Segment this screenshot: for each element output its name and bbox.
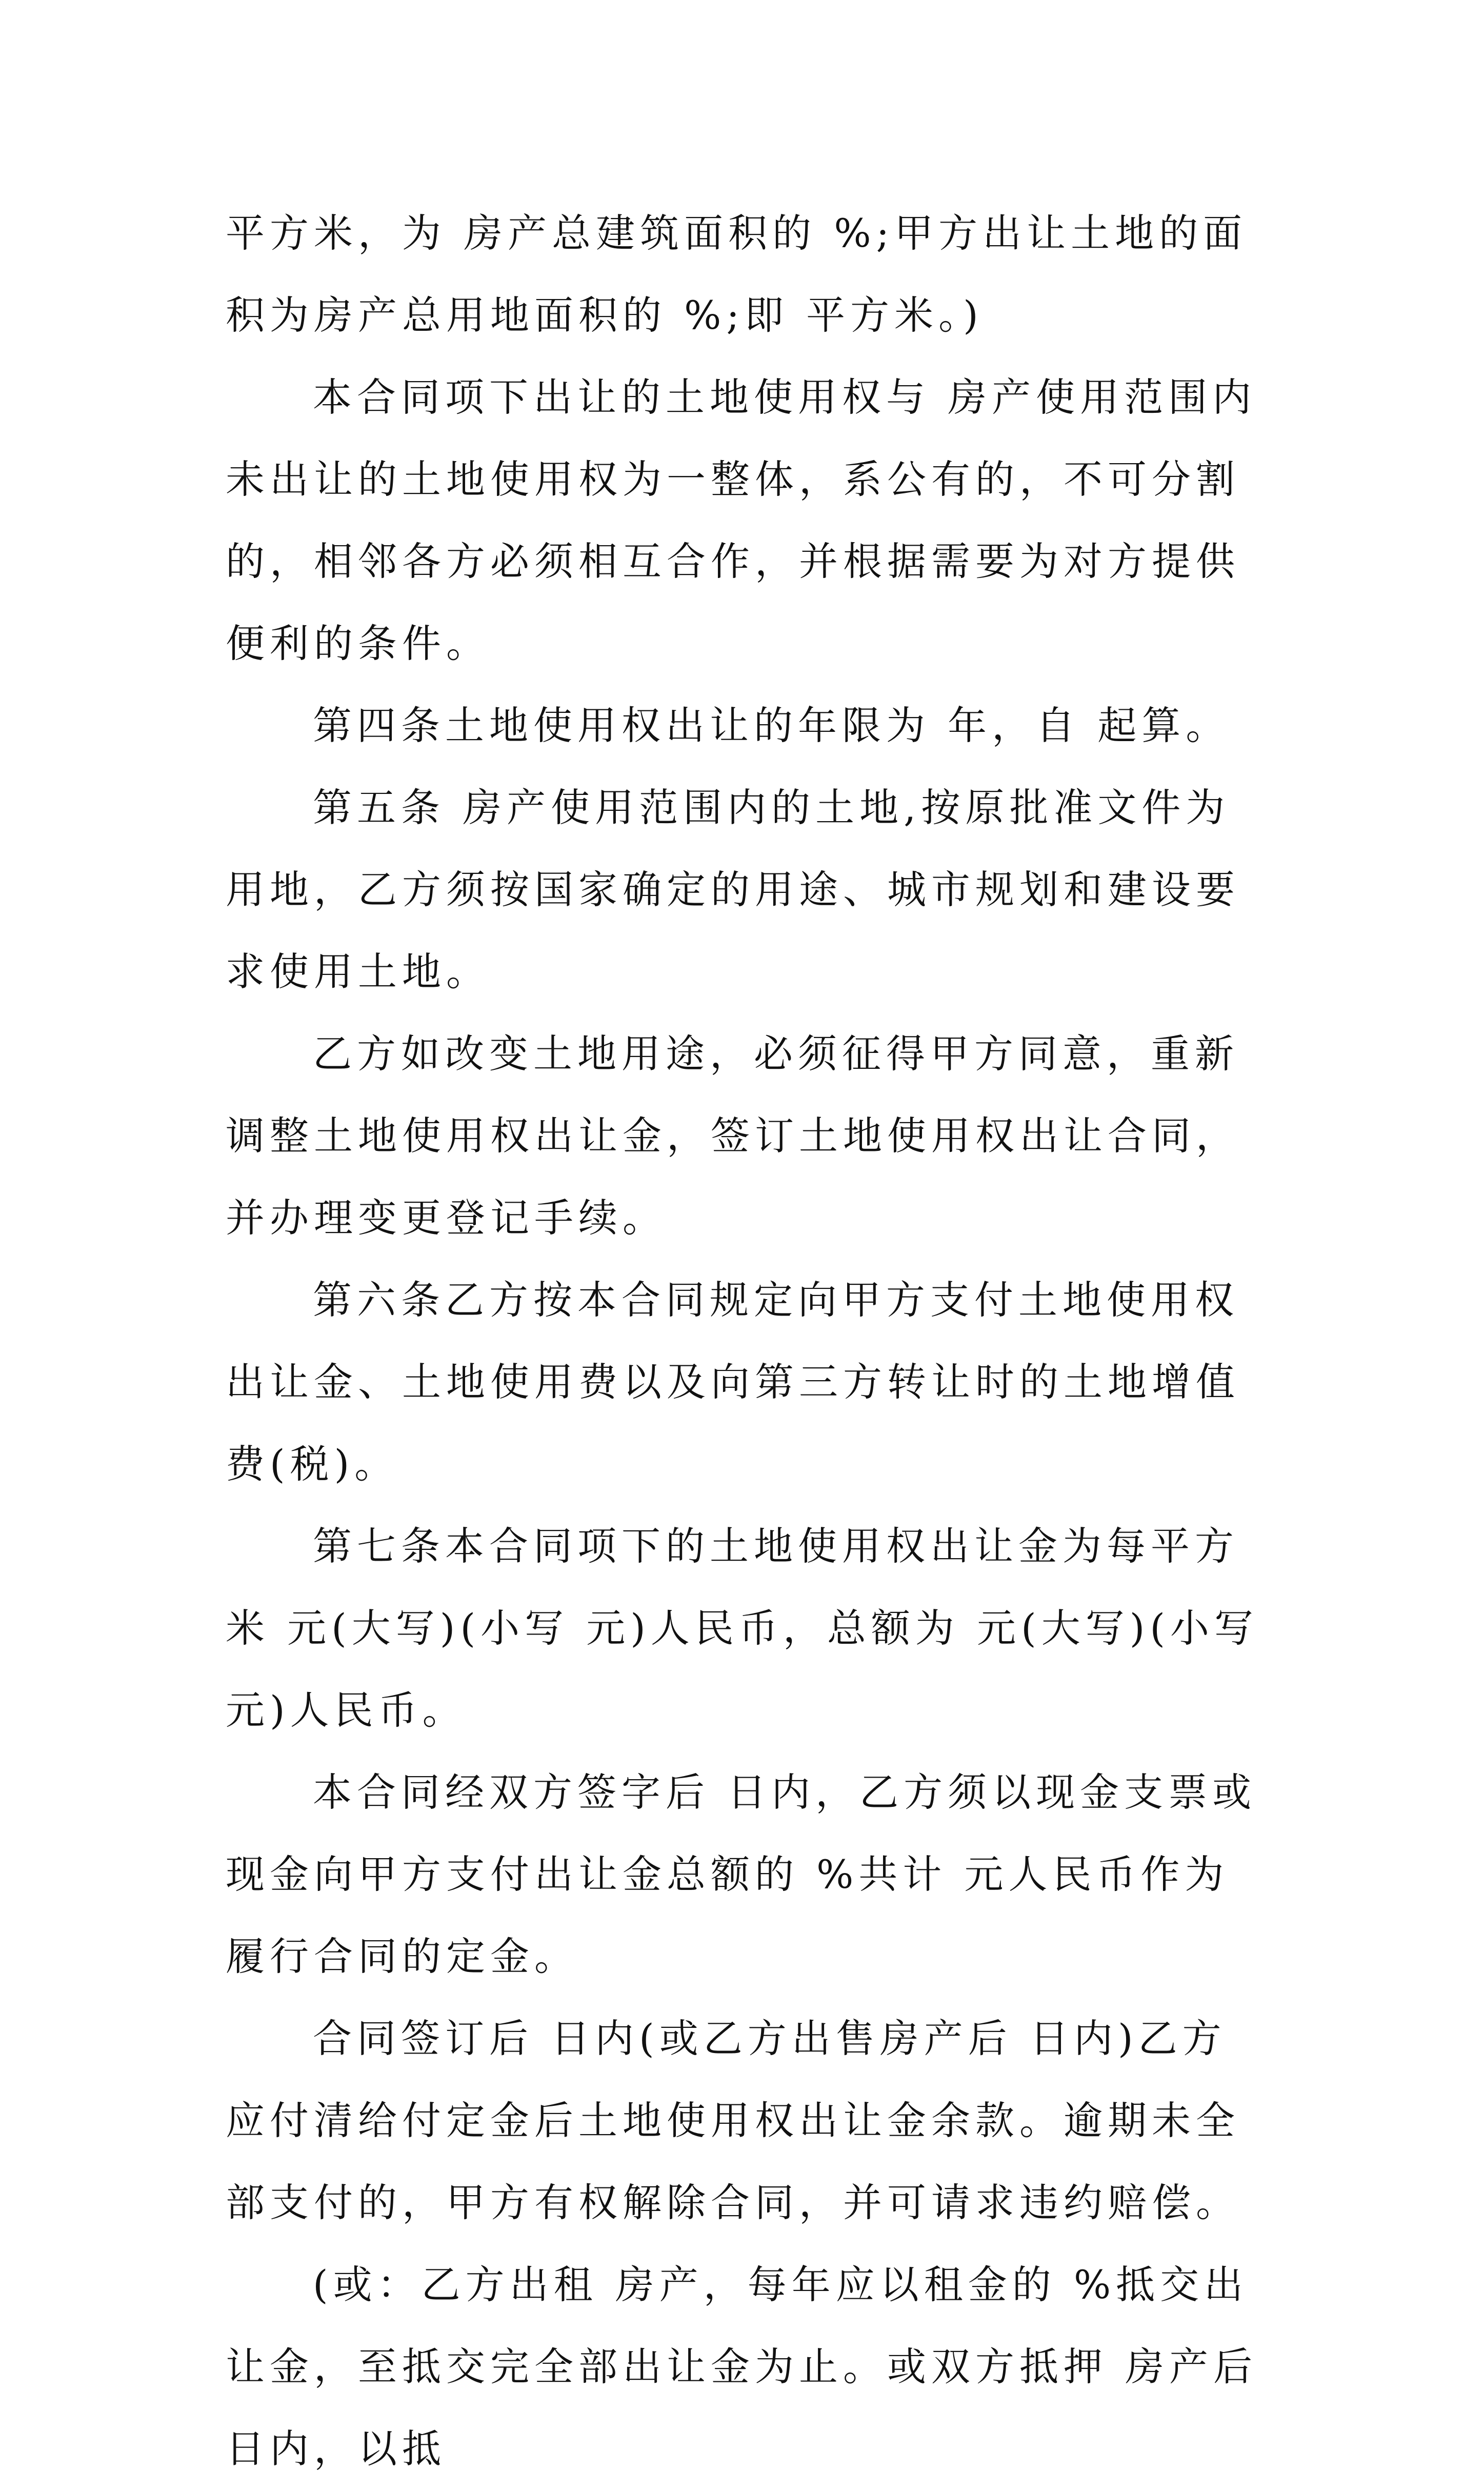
paragraph: (或：乙方出租 房产，每年应以租金的 %抵交出让金，至抵交完全部出让金为止。或双方抵押 房产后 日内，以抵 bbox=[226, 2262, 1275, 2472]
paragraph: 本合同项下出让的土地使用权与 房产使用范围内未出让的土地使用权为一整体，系公有的，不可分割的，相邻各方必须相互合作，并根据需要为对方提供便利的条件。 bbox=[226, 374, 1257, 666]
paragraph: 合同签订后 日内(或乙方出售房产后 日内)乙方应付清给付定金后土地使用权出让金余款。逾期未全部支付的，甲方有权解除合同，并可请求违约赔偿。 bbox=[226, 2016, 1240, 2225]
paragraph: 第六条乙方按本合同规定向甲方支付土地使用权出让金、土地使用费以及向第三方转让时的土地增值费(税)。 bbox=[226, 1277, 1240, 1487]
paragraph: 第五条 房产使用范围内的土地,按原批准文件为 用地，乙方须按国家确定的用途、城市规划和建设要求使用土地。 bbox=[226, 785, 1248, 994]
document-body bbox=[226, 192, 1276, 2490]
paragraph: 平方米，为 房产总建筑面积的 %;甲方出让土地的面积为房产总用地面积的 %;即 平方米。) bbox=[226, 210, 1248, 338]
paragraph: 本合同经双方签字后 日内，乙方须以现金支票或现金向甲方支付出让金总额的 %共计 元人民币作为履行合同的定金。 bbox=[226, 1769, 1257, 1979]
paragraph: 乙方如改变土地用途，必须征得甲方同意，重新调整土地使用权出让金，签订土地使用权出让合同，并办理变更登记手续。 bbox=[226, 1031, 1240, 1241]
paragraph: 第四条土地使用权出让的年限为 年，自 起算。 bbox=[313, 703, 1230, 748]
paragraph: 第七条本合同项下的土地使用权出让金为每平方米 元(大写)(小写 元)人民币，总额为 元(大写)(小写 元)人民币。 bbox=[226, 1523, 1276, 1733]
